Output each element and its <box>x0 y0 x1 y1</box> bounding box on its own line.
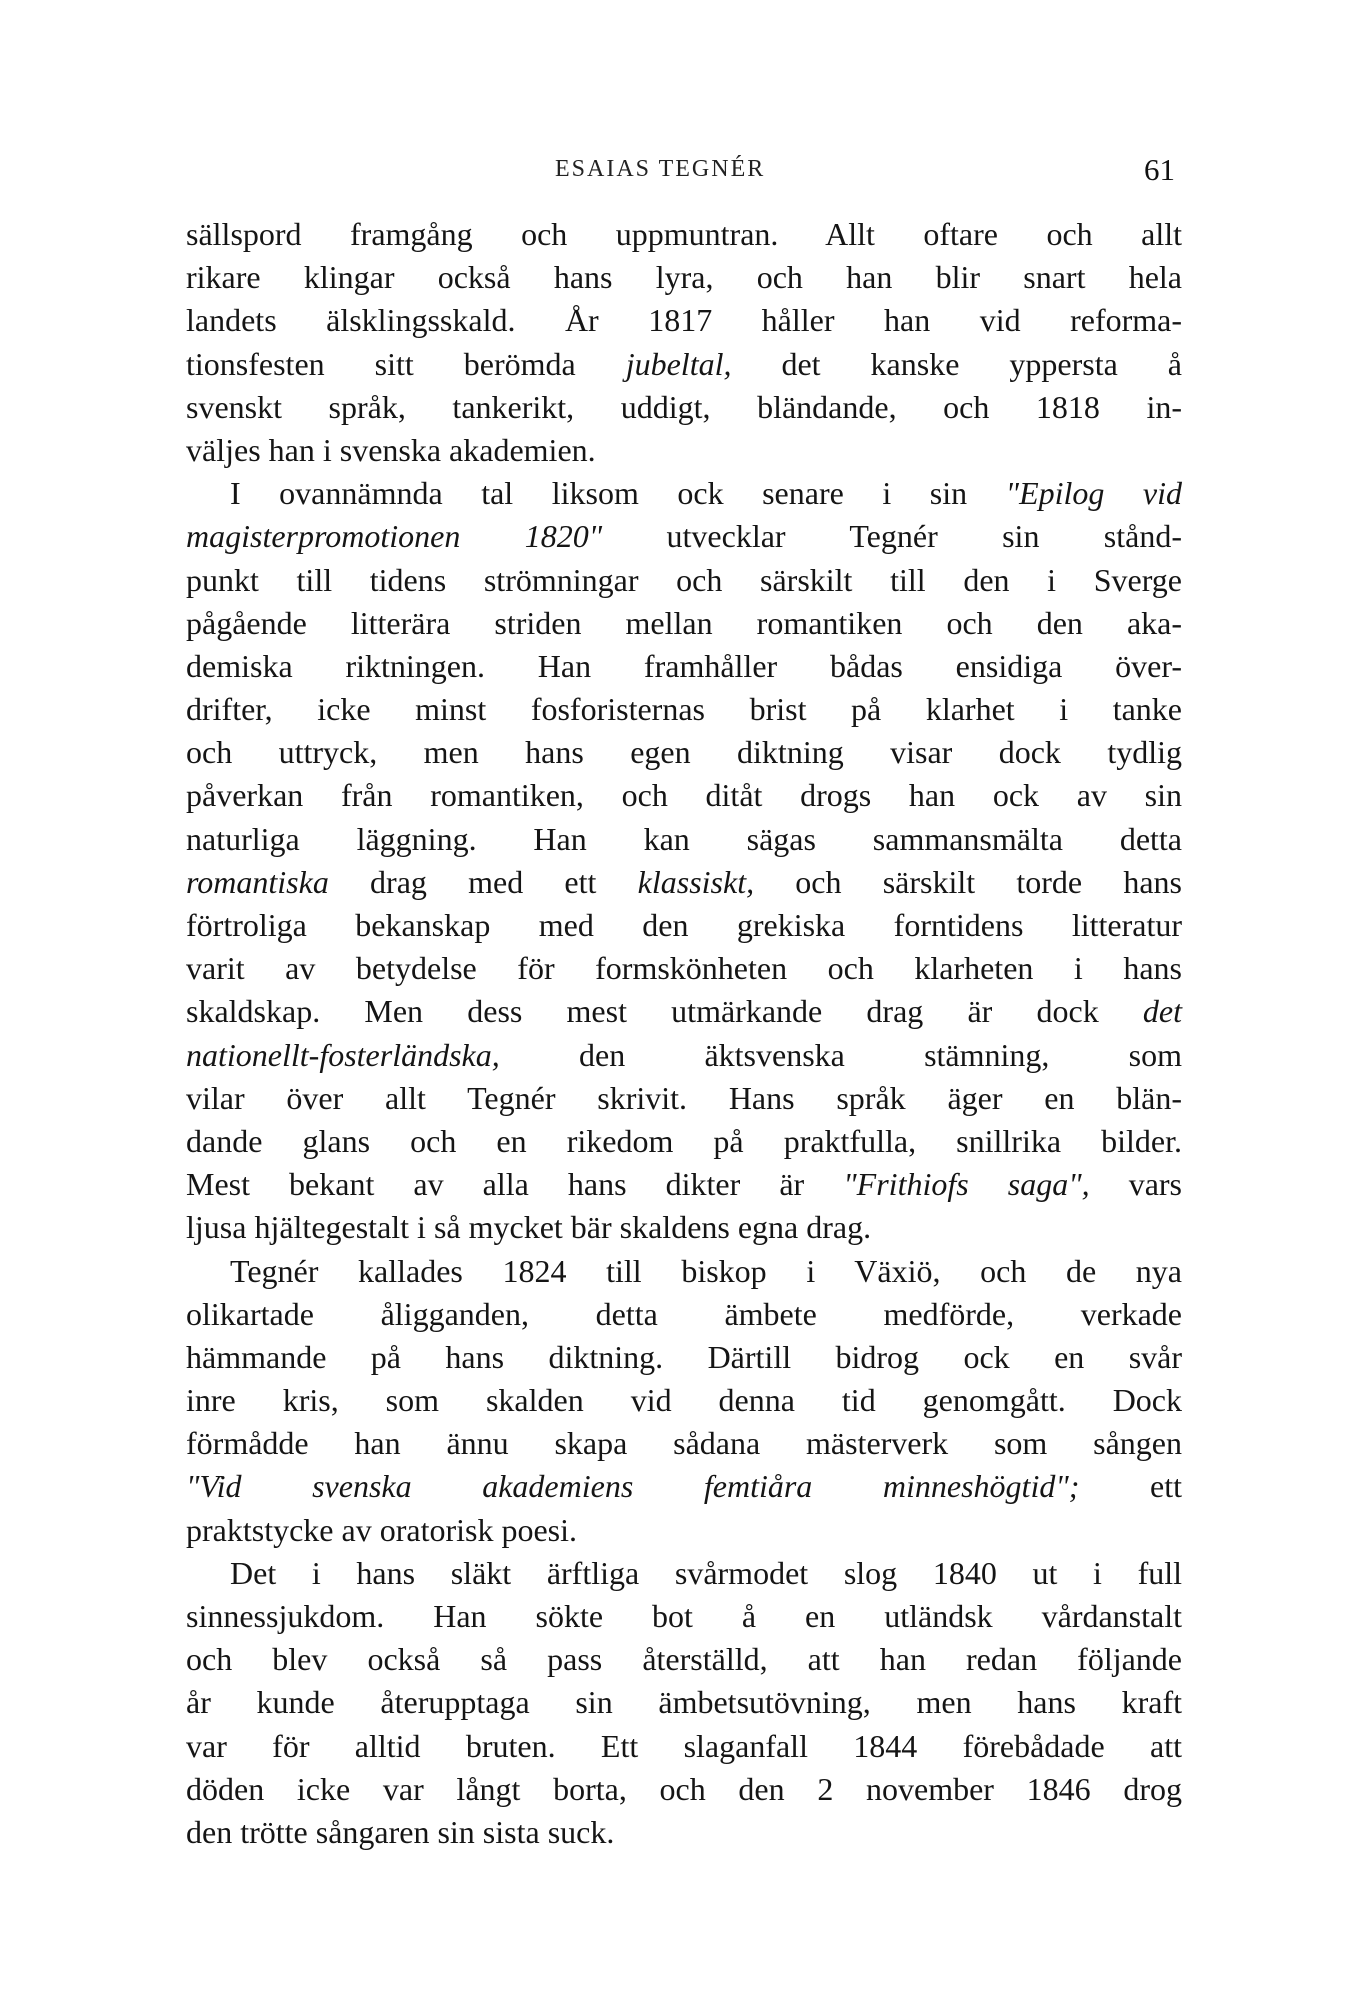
text-segment: hämmande på hans diktning. Därtill bidrog ock en svår <box>186 1338 1182 1375</box>
text-line <box>186 1163 1182 1206</box>
text-line <box>186 645 1182 688</box>
text-line <box>186 1293 1182 1336</box>
running-title: ESAIAS TEGNÉR <box>555 156 766 182</box>
text-segment: påverkan från romantiken, och ditåt drogs han ock av sin <box>186 777 1182 814</box>
text-segment: det kanske yppersta å <box>731 345 1183 382</box>
text-line <box>186 731 1182 774</box>
text-segment: Mest bekant av alla hans dikter är <box>186 1166 844 1203</box>
text-line <box>186 1681 1182 1724</box>
text-segment: I ovannämnda tal liksom ock senare i sin <box>230 475 1006 512</box>
italic-text: magisterpromotionen 1820" <box>186 518 603 555</box>
text-segment: och särskilt torde hans <box>754 863 1183 900</box>
text-line <box>186 602 1182 645</box>
text-line <box>186 386 1182 429</box>
text-segment: sällspord framgång och uppmuntran. Allt oftare och allt <box>186 216 1182 252</box>
text-line <box>186 299 1182 342</box>
text-line <box>186 947 1182 990</box>
text-segment: Tegnér kallades 1824 till biskop i Växiö, och de nya <box>230 1252 1182 1289</box>
text-line <box>186 1120 1182 1163</box>
text-segment: landets älsklingsskald. År 1817 håller han vid reforma- <box>186 302 1182 339</box>
text-segment: svenskt språk, tankerikt, uddigt, bländande, och 1818 in- <box>186 388 1182 425</box>
text-line <box>186 1422 1182 1465</box>
italic-text: jubeltal, <box>625 345 732 382</box>
text-segment: den äktsvenska stämning, som <box>499 1036 1182 1073</box>
text-segment: väljes han i svenska akademien. <box>186 431 596 468</box>
italic-text: "Frithiofs saga", <box>843 1166 1090 1203</box>
body-text <box>186 213 1182 1854</box>
text-line <box>186 1077 1182 1120</box>
text-segment: den trötte sångaren sin sista suck. <box>186 1813 615 1850</box>
text-segment: demiska riktningen. Han framhåller bådas ensidiga över- <box>186 647 1182 684</box>
text-line <box>186 1509 1182 1552</box>
text-line <box>186 1725 1182 1768</box>
text-line <box>186 688 1182 731</box>
text-line <box>186 472 1182 515</box>
text-line <box>186 256 1182 299</box>
text-segment: pågående litterära striden mellan romantiken och den aka- <box>186 604 1182 641</box>
text-line <box>186 515 1182 558</box>
text-line <box>186 990 1182 1033</box>
text-segment: förtroliga bekanskap med den grekiska forntidens litteratur <box>186 907 1182 943</box>
text-line <box>186 1336 1182 1379</box>
text-line <box>186 559 1182 602</box>
text-line <box>186 1768 1182 1811</box>
text-line <box>186 1206 1182 1249</box>
text-segment: praktstycke av oratorisk poesi. <box>186 1511 577 1548</box>
text-segment: ett <box>1079 1468 1182 1505</box>
text-segment: vars <box>1089 1166 1183 1203</box>
text-line <box>186 1595 1182 1638</box>
text-segment: varit av betydelse för formskönheten och klarheten i hans <box>186 950 1182 987</box>
text-segment: punkt till tidens strömningar och särskilt till den i Sverge <box>186 561 1182 598</box>
text-segment: inre kris, som skalden vid denna tid genomgått. Dock <box>186 1382 1182 1419</box>
text-line <box>186 1811 1182 1854</box>
text-segment: och uttryck, men hans egen diktning visar dock tydlig <box>186 734 1182 771</box>
text-segment: Det i hans släkt ärftliga svårmodet slog 1840 ut i full <box>230 1554 1182 1591</box>
text-line <box>186 213 1182 256</box>
text-segment: sinnessjukdom. Han sökte bot å en utländsk vårdanstalt <box>186 1598 1182 1634</box>
text-segment: dande glans och en rikedom på praktfulla, snillrika bilder. <box>186 1122 1182 1159</box>
running-head <box>0 152 1352 192</box>
text-line <box>186 1034 1182 1077</box>
text-line <box>186 774 1182 817</box>
italic-text: "Vid svenska akademiens femtiåra minneshögtid"; <box>186 1468 1080 1505</box>
text-line <box>186 1379 1182 1422</box>
text-line <box>186 818 1182 861</box>
page-number: 61 <box>1144 152 1175 187</box>
text-segment: förmådde han ännu skapa sådana mästerverk som sången <box>186 1425 1182 1462</box>
italic-text: klassiskt, <box>637 863 755 900</box>
text-segment: år kunde återupptaga sin ämbetsutövning, men hans kraft <box>186 1684 1182 1721</box>
text-segment: var för alltid bruten. Ett slaganfall 1844 förebådade att <box>186 1727 1182 1764</box>
text-segment: rikare klingar också hans lyra, och han blir snart hela <box>186 259 1182 296</box>
text-segment: vilar över allt Tegnér skrivit. Hans språk äger en blän- <box>186 1079 1182 1116</box>
text-line <box>186 861 1182 904</box>
italic-text: det <box>1142 993 1182 1030</box>
text-line <box>186 343 1182 386</box>
text-segment: drag med ett <box>328 863 638 900</box>
italic-text: nationellt-fosterländska, <box>186 1036 500 1073</box>
text-segment: utvecklar Tegnér sin stånd- <box>602 518 1183 555</box>
text-segment: drifter, icke minst fosforisternas brist på klarhet i tanke <box>186 691 1182 728</box>
text-segment: tionsfesten sitt berömda <box>186 345 626 382</box>
text-segment: skaldskap. Men dess mest utmärkande drag är dock <box>186 993 1143 1030</box>
text-line <box>186 1250 1182 1293</box>
text-line <box>186 429 1182 472</box>
italic-text: romantiska <box>186 863 329 900</box>
text-segment: och blev också så pass återställd, att han redan följande <box>186 1641 1182 1678</box>
italic-text: "Epilog vid <box>1005 475 1183 512</box>
text-segment: döden icke var långt borta, och den 2 november 1846 drog <box>186 1770 1182 1807</box>
text-line <box>186 1465 1182 1508</box>
text-line <box>186 1638 1182 1681</box>
text-segment: olikartade åligganden, detta ämbete medförde, verkade <box>186 1295 1182 1332</box>
text-segment: ljusa hjältegestalt i så mycket bär skaldens egna drag. <box>186 1209 872 1246</box>
text-line <box>186 904 1182 947</box>
text-segment: naturliga läggning. Han kan sägas sammansmälta detta <box>186 820 1182 857</box>
text-line <box>186 1552 1182 1595</box>
